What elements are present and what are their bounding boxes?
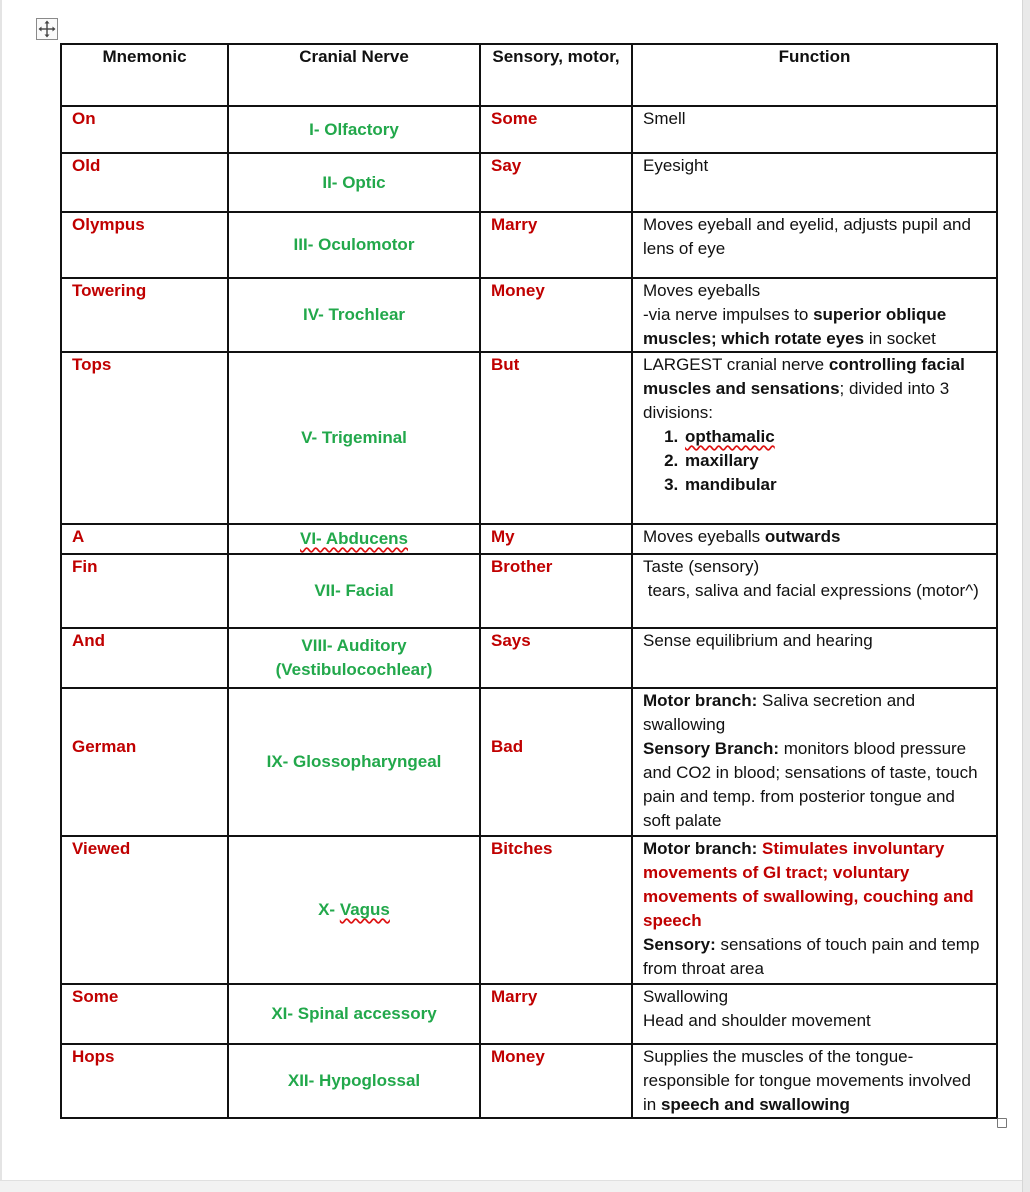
function-text: tears, saliva and facial expressions (motor^)	[643, 581, 979, 600]
function-text: Supplies the muscles of the tongue- responsible for tongue movements involved in	[643, 1047, 971, 1114]
table-row	[61, 212, 997, 278]
function-cell	[632, 524, 997, 554]
function-text: -via nerve impulses to	[643, 305, 814, 324]
header-function: Function	[632, 44, 997, 106]
sensory-motor-cell: My	[480, 524, 632, 554]
mnemonic-cell: Hops	[61, 1044, 228, 1118]
sensory-branch-line	[643, 933, 986, 981]
nerve-name: VIII- Auditory	[301, 636, 407, 655]
sensory-branch-label: Sensory Branch:	[643, 739, 780, 758]
nerve-cell: XII- Hypoglossal	[228, 1044, 480, 1118]
function-text: Moves eyeballs	[643, 527, 765, 546]
nerve-prefix: X-	[318, 900, 340, 919]
table-row	[61, 984, 997, 1044]
function-text: monitors blood pressure and CO2 in blood; sensations of taste, touch pain and temp. from posterior tongue and soft palate	[643, 739, 978, 830]
function-text: Saliva secretion and swallowing	[643, 691, 916, 734]
mnemonic-cell: Tops	[61, 352, 228, 524]
list-item	[683, 425, 986, 449]
sensory-motor-cell: Money	[480, 1044, 632, 1118]
mnemonic-cell: Towering	[61, 278, 228, 352]
function-cell	[632, 984, 997, 1044]
table-row	[61, 352, 997, 524]
mnemonic-cell: Viewed	[61, 836, 228, 984]
nerve-cell	[228, 524, 480, 554]
mnemonic-cell: German	[61, 688, 228, 836]
header-mnemonic: Mnemonic	[61, 44, 228, 106]
sensory-motor-cell: Marry	[480, 212, 632, 278]
mnemonic-cell: A	[61, 524, 228, 554]
function-emphasis: outwards	[764, 527, 841, 546]
nerve-cell: IV- Trochlear	[228, 278, 480, 352]
table-header-row	[61, 44, 997, 106]
function-text: in socket	[864, 329, 936, 348]
function-text: sensations of touch pain and temp from throat area	[643, 935, 980, 978]
nerve-cell: V- Trigeminal	[228, 352, 480, 524]
function-text: Eyesight	[643, 156, 709, 175]
page-edge-right	[1022, 0, 1030, 1192]
function-text: Sense equilibrium and hearing	[643, 631, 873, 650]
nerve-cell	[228, 628, 480, 688]
function-cell	[632, 352, 997, 524]
nerve-cell: VII- Facial	[228, 554, 480, 628]
mnemonic-cell: On	[61, 106, 228, 153]
nerve-cell: IX- Glossopharyngeal	[228, 688, 480, 836]
cranial-nerves-table	[60, 43, 998, 1119]
table-row	[61, 153, 997, 212]
sensory-motor-cell: Say	[480, 153, 632, 212]
division-name: opthamalic	[685, 427, 775, 446]
function-emphasis: speech and swallowing	[660, 1095, 850, 1114]
sensory-motor-cell: Some	[480, 106, 632, 153]
table-row	[61, 524, 997, 554]
function-cell	[632, 212, 997, 278]
mnemonic-cell: And	[61, 628, 228, 688]
division-name: mandibular	[685, 475, 777, 494]
sensory-motor-cell: Bad	[480, 688, 632, 836]
sensory-motor-cell: But	[480, 352, 632, 524]
division-name: maxillary	[685, 451, 759, 470]
function-cell	[632, 106, 997, 153]
move-arrows-icon	[37, 19, 57, 39]
nerve-name: VI- Abducens	[300, 529, 408, 548]
mnemonic-cell: Olympus	[61, 212, 228, 278]
function-emphasis: controlling facial muscles and sensations	[643, 355, 965, 398]
function-text: Head and shoulder movement	[643, 1011, 871, 1030]
sensory-motor-cell: Marry	[480, 984, 632, 1044]
function-emphasis: superior oblique muscles; which rotate eyes	[643, 305, 947, 348]
function-text: Swallowing	[643, 987, 729, 1006]
function-cell	[632, 628, 997, 688]
table-move-handle[interactable]	[36, 18, 58, 40]
divisions-list	[643, 425, 986, 497]
page-edge-bottom	[0, 1180, 1022, 1192]
nerve-cell: II- Optic	[228, 153, 480, 212]
function-cell	[632, 278, 997, 352]
page-edge-left	[0, 0, 2, 1192]
sensory-motor-cell: Says	[480, 628, 632, 688]
function-text: LARGEST cranial nerve	[643, 355, 829, 374]
table-row	[61, 278, 997, 352]
list-item	[683, 473, 986, 497]
table-row	[61, 1044, 997, 1118]
function-text: Taste (sensory)	[643, 557, 760, 576]
table-row	[61, 836, 997, 984]
function-cell	[632, 836, 997, 984]
sensory-branch-label: Sensory:	[643, 935, 716, 954]
nerve-cell: XI- Spinal accessory	[228, 984, 480, 1044]
table-row	[61, 554, 997, 628]
function-text: Moves eyeball and eyelid, adjusts pupil and lens of eye	[643, 215, 971, 258]
mnemonic-cell: Some	[61, 984, 228, 1044]
sensory-motor-cell: Money	[480, 278, 632, 352]
motor-branch-label: Motor branch:	[643, 839, 758, 858]
header-cranial-nerve: Cranial Nerve	[228, 44, 480, 106]
table-row	[61, 628, 997, 688]
motor-branch-line	[643, 837, 986, 933]
motor-branch-line	[643, 689, 986, 737]
table-row	[61, 106, 997, 153]
mnemonic-cell: Fin	[61, 554, 228, 628]
sensory-motor-cell: Bitches	[480, 836, 632, 984]
mnemonic-cell: Old	[61, 153, 228, 212]
list-item	[683, 449, 986, 473]
table-resize-handle[interactable]	[997, 1118, 1007, 1128]
header-sensory-motor: Sensory, motor,	[480, 44, 632, 106]
nerve-name: Vagus	[339, 900, 390, 919]
function-cell	[632, 1044, 997, 1118]
function-text: ; divided into 3 divisions:	[643, 379, 950, 422]
function-cell	[632, 153, 997, 212]
nerve-cell	[228, 836, 480, 984]
function-text: Smell	[643, 109, 686, 128]
function-emphasis: Stimulates involuntary movements of GI tract; voluntary movements of swallowing, couching and speech	[643, 839, 974, 930]
nerve-cell: I- Olfactory	[228, 106, 480, 153]
sensory-branch-line	[643, 737, 986, 833]
sensory-motor-cell: Brother	[480, 554, 632, 628]
function-text: Moves eyeballs	[643, 281, 761, 300]
nerve-alt-name: (Vestibulocochlear)	[275, 660, 433, 679]
motor-branch-label: Motor branch:	[643, 691, 758, 710]
function-cell	[632, 688, 997, 836]
function-cell	[632, 554, 997, 628]
table-row	[61, 688, 997, 836]
nerve-cell: III- Oculomotor	[228, 212, 480, 278]
